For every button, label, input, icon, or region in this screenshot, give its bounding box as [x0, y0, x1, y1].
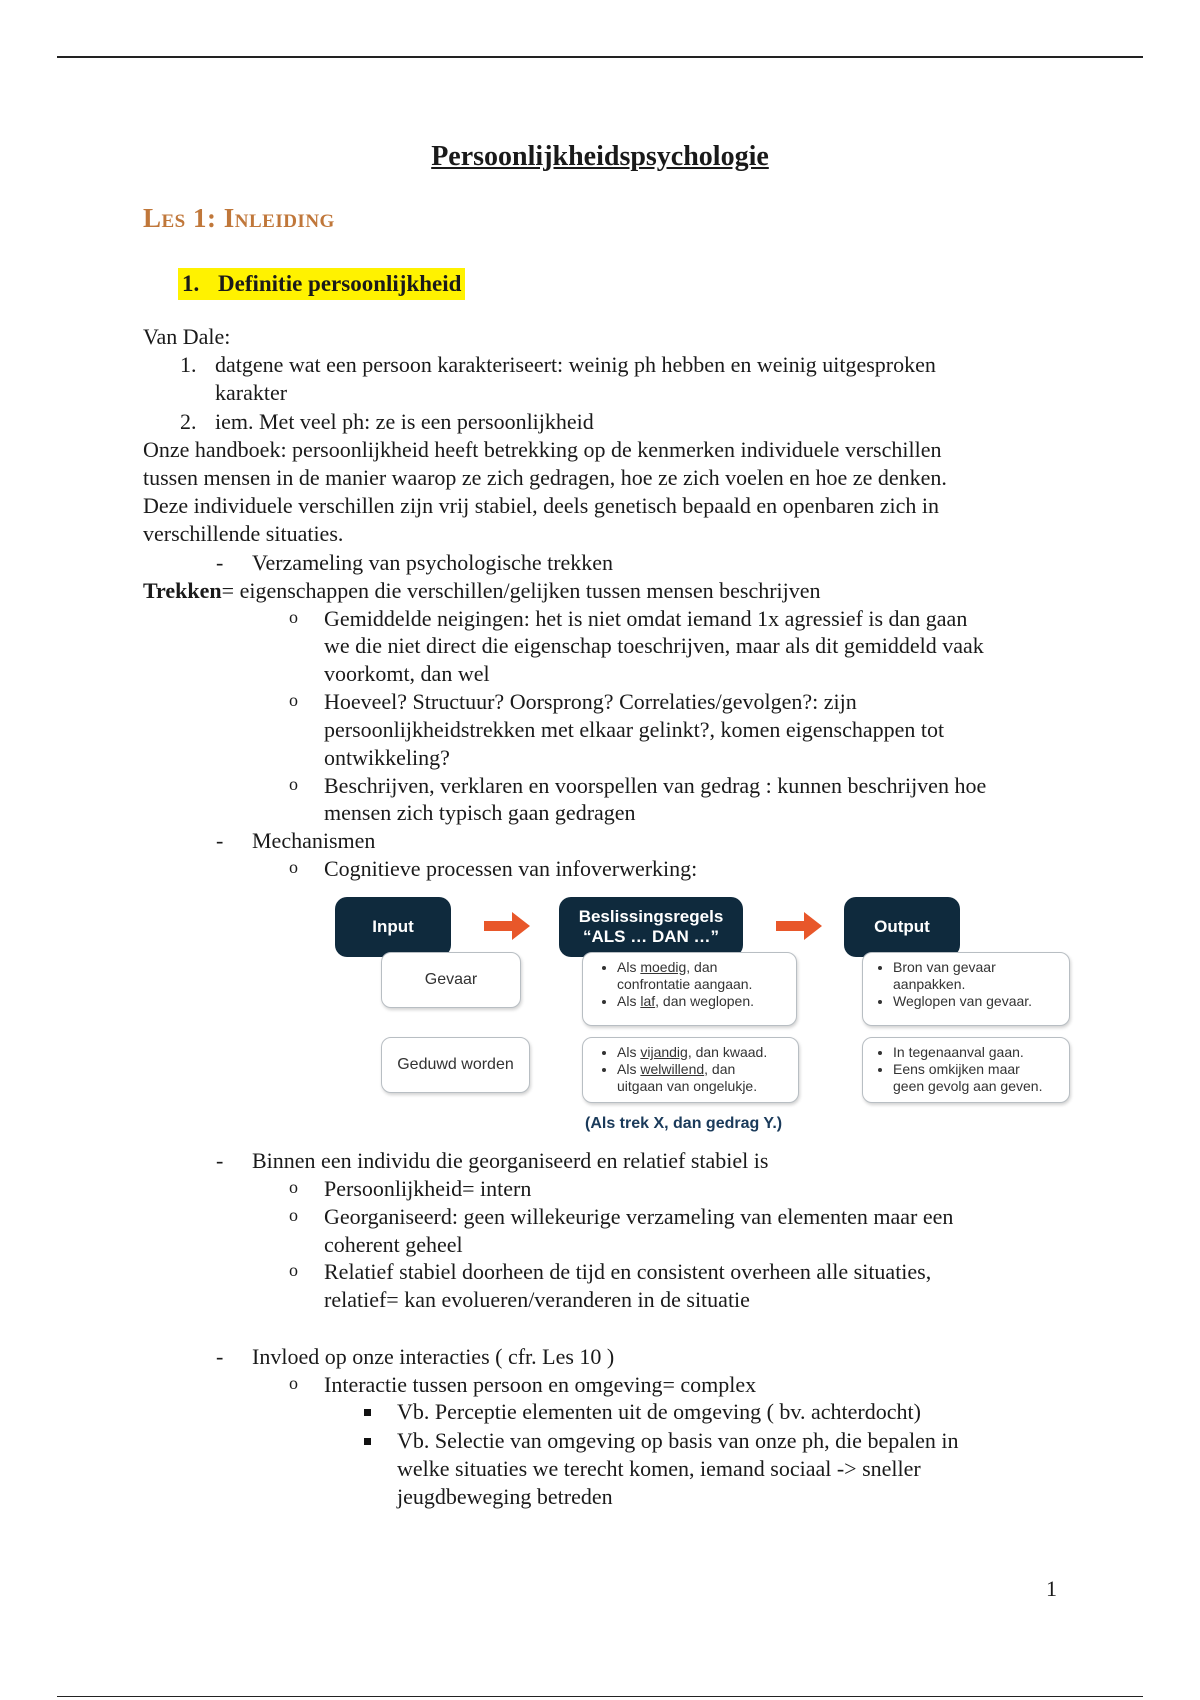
- dash-bullet: -: [216, 1148, 224, 1173]
- sub-item-line: Persoonlijkheid= intern: [324, 1176, 532, 1201]
- square-bullet-icon: [364, 1409, 371, 1416]
- rule-card: [582, 952, 797, 1026]
- page-title: Persoonlijkheidspsychologie: [431, 141, 769, 172]
- output-line: • Bron van gevaar: [893, 959, 1069, 976]
- rule-line: • Als moedig, dan: [617, 959, 796, 976]
- rule-line: uitgaan van ongelukje.: [617, 1078, 758, 1094]
- output-line: geen gevolg aan geven.: [893, 1078, 1043, 1094]
- output-header-label: Output: [874, 917, 930, 936]
- sub-item-line: we die niet direct die eigenschap toeschrijven, maar als dit gemiddeld vaak: [324, 633, 984, 658]
- list-item-number: 1.: [180, 352, 197, 377]
- bottom-rule: [57, 1696, 1143, 1697]
- trekken-text: = eigenschappen die verschillen/gelijken tussen mensen beschrijven: [221, 578, 821, 603]
- dash-item-text: Binnen een individu die georganiseerd en relatief stabiel is: [252, 1148, 769, 1173]
- rule-card: [582, 1037, 799, 1103]
- sub-sub-item-line: Vb. Perceptie elementen uit de omgeving ( bv. achterdocht): [397, 1399, 921, 1424]
- output-line: • Eens omkijken maar: [893, 1061, 1069, 1078]
- dash-item-text: Mechanismen: [252, 828, 376, 853]
- output-line: • Weglopen van gevaar.: [893, 993, 1069, 1010]
- sub-item-line: Georganiseerd: geen willekeurige verzameling van elementen maar een: [324, 1204, 954, 1229]
- page-number: 1: [1046, 1576, 1057, 1601]
- input-header-label: Input: [372, 917, 414, 936]
- circle-bullet-icon: o: [289, 1205, 298, 1225]
- sub-item-line: Hoeveel? Structuur? Oorsprong? Correlaties/gevolgen?: zijn: [324, 689, 857, 714]
- sub-sub-item-line: welke situaties we terecht komen, iemand sociaal -> sneller: [397, 1456, 921, 1481]
- arrow-right-icon: [776, 910, 824, 942]
- circle-bullet-icon: o: [289, 774, 298, 794]
- output-card: [862, 1037, 1070, 1103]
- circle-bullet-icon: o: [289, 690, 298, 710]
- trekken-term: Trekken: [143, 578, 222, 603]
- lesson-heading: Les 1: Inleiding: [143, 203, 335, 233]
- sub-sub-item-line: Vb. Selectie van omgeving op basis van onze ph, die bepalen in: [397, 1428, 959, 1453]
- sub-item-line: persoonlijkheidstrekken met elkaar gelinkt?, komen eigenschappen tot: [324, 717, 945, 742]
- square-bullet-icon: [364, 1438, 371, 1445]
- sub-item-line: mensen zich typisch gaan gedragen: [324, 800, 636, 825]
- sub-item-line: ontwikkeling?: [324, 745, 450, 770]
- dash-bullet: -: [216, 828, 224, 853]
- dash-item-text: Verzameling van psychologische trekken: [252, 550, 614, 575]
- list-item-text: datgene wat een persoon karakteriseert: weinig ph hebben en weinig uitgesproken: [215, 352, 936, 377]
- input-header: [335, 897, 451, 957]
- output-header: [844, 897, 960, 957]
- arrow-right-icon: [484, 910, 532, 942]
- sub-item-line: relatief= kan evolueren/veranderen in de situatie: [324, 1287, 750, 1312]
- sub-item-line: voorkomt, dan wel: [324, 661, 490, 686]
- circle-bullet-icon: o: [289, 607, 298, 627]
- input-card-label: Geduwd worden: [397, 1056, 514, 1073]
- paragraph-line: Deze individuele verschillen zijn vrij stabiel, deels genetisch bepaald en openbaren zich in: [143, 493, 939, 518]
- circle-bullet-icon: o: [289, 1373, 298, 1393]
- list-item-text: iem. Met veel ph: ze is een persoonlijkheid: [215, 409, 594, 434]
- sub-item-line: Interactie tussen persoon en omgeving= complex: [324, 1372, 757, 1397]
- sub-item-line: Relatief stabiel doorheen de tijd en consistent overheen alle situaties,: [324, 1259, 932, 1284]
- output-line: • In tegenaanval gaan.: [893, 1044, 1069, 1061]
- rules-header-line: Beslissingsregels: [578, 907, 724, 926]
- rules-header-line: “ALS … DAN …”: [583, 927, 719, 946]
- list-item-text: karakter: [215, 380, 288, 405]
- sub-sub-item-line: jeugdbeweging betreden: [397, 1484, 613, 1509]
- rule-line: • Als welwillend, dan: [617, 1061, 798, 1078]
- dash-bullet: -: [216, 550, 224, 575]
- section-number: 1.: [182, 271, 200, 296]
- output-card: [862, 952, 1070, 1026]
- top-rule: [57, 56, 1143, 58]
- rule-line: • Als vijandig, dan kwaad.: [617, 1044, 798, 1061]
- input-card: [381, 1037, 530, 1093]
- sub-item-line: Beschrijven, verklaren en voorspellen van gedrag : kunnen beschrijven hoe: [324, 773, 987, 798]
- output-line: aanpakken.: [893, 976, 966, 992]
- paragraph-line: verschillende situaties.: [143, 521, 344, 546]
- van-dale-label: Van Dale:: [143, 324, 231, 349]
- diagram-caption: (Als trek X, dan gedrag Y.): [585, 1115, 783, 1132]
- paragraph-line: Onze handboek: persoonlijkheid heeft betrekking op de kenmerken individuele verschillen: [143, 437, 942, 462]
- circle-bullet-icon: o: [289, 1260, 298, 1280]
- circle-bullet-icon: o: [289, 1177, 298, 1197]
- trekken-definition: [143, 577, 821, 605]
- dash-bullet: -: [216, 1344, 224, 1369]
- section-title: Definitie persoonlijkheid: [218, 271, 462, 296]
- sub-item-line: coherent geheel: [324, 1232, 463, 1257]
- dash-item-text: Invloed op onze interacties ( cfr. Les 10 ): [252, 1344, 615, 1369]
- list-item-number: 2.: [180, 409, 197, 434]
- input-card: [381, 952, 521, 1008]
- rule-line: • Als laf, dan weglopen.: [617, 993, 796, 1010]
- input-card-label: Gevaar: [424, 971, 478, 988]
- sub-item-line: Cognitieve processen van infoverwerking:: [324, 856, 698, 881]
- section-heading: [178, 268, 465, 300]
- rules-header: [559, 897, 743, 957]
- sub-item-line: Gemiddelde neigingen: het is niet omdat iemand 1x agressief is dan gaan: [324, 606, 968, 631]
- paragraph-line: tussen mensen in de manier waarop ze zich gedragen, hoe ze zich voelen en hoe ze denken.: [143, 465, 947, 490]
- circle-bullet-icon: o: [289, 857, 298, 877]
- rule-line: confrontatie aangaan.: [617, 976, 753, 992]
